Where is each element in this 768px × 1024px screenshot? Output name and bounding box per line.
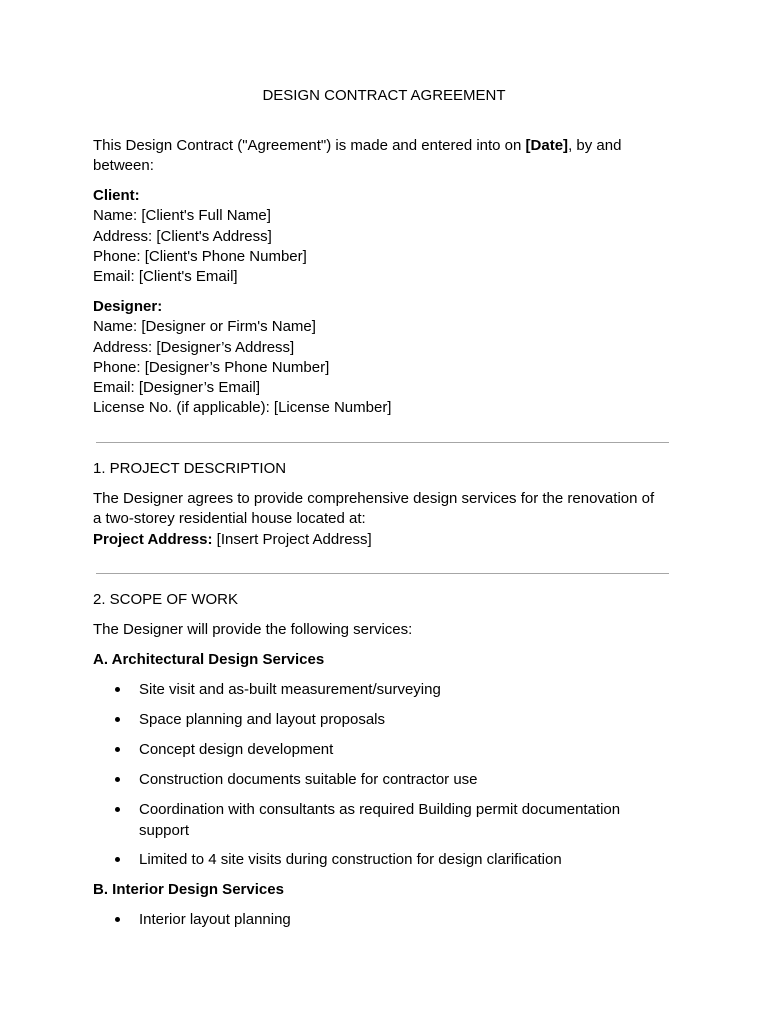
project-address-value: [Insert Project Address] xyxy=(212,530,372,548)
section-1-paragraph xyxy=(93,489,683,550)
bullet-icon xyxy=(115,917,120,922)
bullet-icon xyxy=(115,857,120,862)
bullet-icon xyxy=(115,747,120,752)
section-2-heading: 2. SCOPE OF WORK xyxy=(93,591,239,608)
intro-paragraph xyxy=(93,136,683,177)
section-divider xyxy=(96,573,669,574)
designer-address: Address: [Designer’s Address] xyxy=(93,338,295,356)
client-heading: Client: xyxy=(93,187,140,204)
designer-email: Email: [Designer’s Email] xyxy=(93,379,260,397)
intro-text-suffix: , by and xyxy=(568,137,622,154)
designer-heading: Designer: xyxy=(93,298,163,315)
client-address: Address: [Client's Address] xyxy=(93,227,272,245)
designer-license: License No. (if applicable): [License Number] xyxy=(93,399,392,417)
section-1-heading: 1. PROJECT DESCRIPTION xyxy=(93,460,287,477)
intro-line-2: between: xyxy=(93,157,154,175)
bullet-icon xyxy=(115,687,120,692)
section-2-intro: The Designer will provide the following services: xyxy=(93,621,413,638)
bullet-icon xyxy=(115,717,120,722)
client-phone: Phone: [Client's Phone Number] xyxy=(93,247,307,265)
project-address-label: Project Address: xyxy=(93,530,213,548)
client-email: Email: [Client's Email] xyxy=(93,268,238,286)
date-placeholder: [Date] xyxy=(525,137,569,154)
bullet-icon xyxy=(115,777,120,782)
designer-phone: Phone: [Designer’s Phone Number] xyxy=(93,358,330,376)
designer-name: Name: [Designer or Firm's Name] xyxy=(93,318,316,336)
section-1-line-1: The Designer agrees to provide comprehensive design services for the renovation of xyxy=(93,490,655,507)
document-page: DESIGN CONTRACT AGREEMENT This Design Contract ("Agreement") is made and entered into on [Date], by and between: Client: Name: [Client's Full Name] Address: [Client's Address] Phone: [Client's Phone Number] Email: [Client's Email] Designer: Name: [Designer or Firm's Name] Address: [Designer’s Address] Phone: [Designer’s Phone Number] Email: [Designer’s Email] License No. (if applicable): [License Number] 1. PROJECT DESCRIPTION The Designer agrees to provide comprehensive design services for the renovation of a two-storey residential house located at: Project Address: [Insert Project Address] 2. SCOPE OF WORK The Designer will provide the following services: A. Architectural Design Services Site visit and as-built measurement/surveying Space planning and layout proposals Concept design development Construction documents suitable for contractor use Coordination with consultants as required Building permit documentation support Limited to 4 site visits during construction for design clarification B. Interior Design Services Interior layout planning xyxy=(0,0,768,1024)
document-title: DESIGN CONTRACT AGREEMENT xyxy=(262,87,506,104)
bullet-icon xyxy=(115,807,120,812)
section-divider xyxy=(96,442,669,443)
intro-text: This Design Contract ("Agreement") is made and entered into on xyxy=(93,137,526,154)
project-address-line xyxy=(93,530,683,550)
client-name: Name: [Client's Full Name] xyxy=(93,207,271,225)
intro-line-1 xyxy=(93,136,683,156)
client-block xyxy=(93,186,683,287)
designer-block xyxy=(93,297,683,419)
subsection-b-heading: B. Interior Design Services xyxy=(93,881,284,898)
subsection-a-heading: A. Architectural Design Services xyxy=(93,651,325,668)
section-1-line-2: a two-storey residential house located at: xyxy=(93,510,366,528)
